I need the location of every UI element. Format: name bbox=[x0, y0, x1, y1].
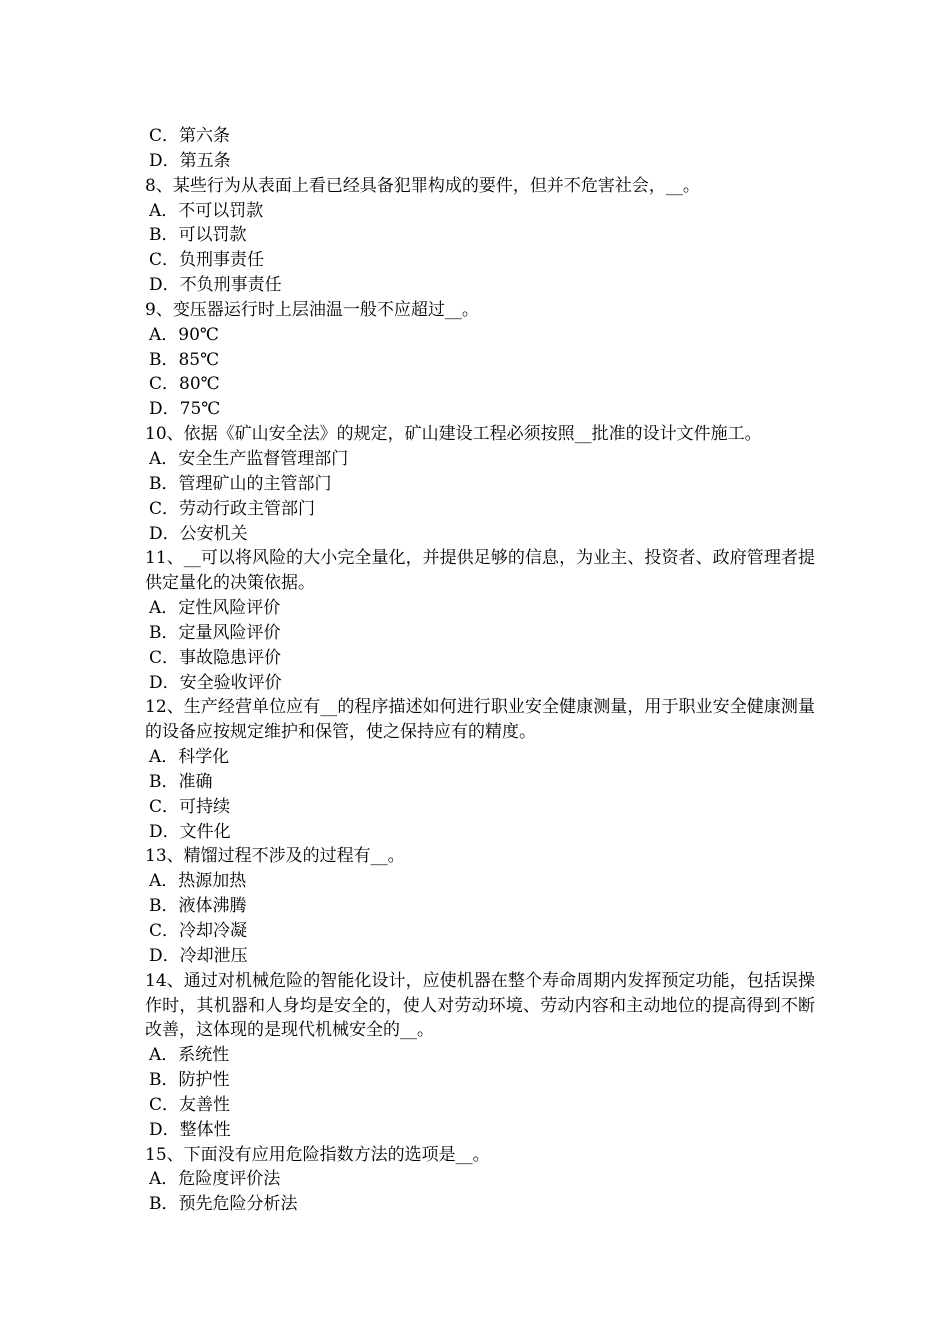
option: A．危险度评价法 bbox=[149, 1169, 281, 1190]
page-content bbox=[145, 124, 815, 1217]
option: B．液体沸腾 bbox=[149, 896, 247, 917]
option: C．事故隐患评价 bbox=[149, 647, 282, 668]
option: C．80℃ bbox=[149, 374, 220, 395]
option: D．公安机关 bbox=[149, 523, 248, 544]
question-10: 10、依据《矿山安全法》的规定，矿山建设工程必须按照__批准的设计文件施工。 bbox=[145, 424, 762, 445]
option: A．不可以罚款 bbox=[149, 200, 264, 221]
question-9: 9、变压器运行时上层油温一般不应超过__。 bbox=[145, 299, 479, 320]
question-14: 14、通过对机械危险的智能化设计，应使机器在整个寿命周期内发挥预定功能，包括误操作时，其机器和人身均是安全的，使人对劳动环境、劳动内容和主动地位的提高得到不断改善，这体现的是现代机械安全的__。 bbox=[145, 970, 815, 1041]
option: C．负刑事责任 bbox=[149, 250, 265, 271]
option: A．科学化 bbox=[149, 747, 230, 768]
option: B．可以罚款 bbox=[149, 225, 247, 246]
question-12: 12、生产经营单位应有__的程序描述如何进行职业安全健康测量，用于职业安全健康测量的设备应按规定维护和保管，使之保持应有的精度。 bbox=[145, 697, 815, 743]
option: D．安全验收评价 bbox=[149, 672, 282, 693]
option: D．文件化 bbox=[149, 821, 231, 842]
option: C．劳动行政主管部门 bbox=[149, 498, 316, 519]
option: C．友善性 bbox=[149, 1094, 231, 1115]
option: B．定量风险评价 bbox=[149, 622, 281, 643]
option: D．冷却泄压 bbox=[149, 945, 248, 966]
option: A．90℃ bbox=[149, 324, 219, 345]
option: D．75℃ bbox=[149, 399, 221, 420]
option: B．预先危险分析法 bbox=[149, 1194, 298, 1215]
option: B．防护性 bbox=[149, 1070, 230, 1091]
question-15: 15、下面没有应用危险指数方法的选项是__。 bbox=[145, 1144, 490, 1165]
option: A．定性风险评价 bbox=[149, 598, 281, 619]
option: B．85℃ bbox=[149, 349, 220, 370]
option: A．系统性 bbox=[149, 1045, 230, 1066]
option: C．第六条 bbox=[149, 126, 231, 146]
option: D．整体性 bbox=[149, 1119, 231, 1140]
question-8: 8、某些行为从表面上看已经具备犯罪构成的要件，但并不危害社会，__。 bbox=[145, 175, 700, 196]
option: D．不负刑事责任 bbox=[149, 275, 282, 296]
question-11: 11、__可以将风险的大小完全量化，并提供足够的信息，为业主、投资者、政府管理者提供定量化的决策依据。 bbox=[145, 548, 815, 594]
option: A．热源加热 bbox=[149, 871, 247, 892]
option: C．可持续 bbox=[149, 796, 231, 817]
question-13: 13、精馏过程不涉及的过程有__。 bbox=[145, 846, 405, 867]
option: A．安全生产监督管理部门 bbox=[149, 448, 349, 469]
option: D．第五条 bbox=[149, 150, 231, 171]
option: C．冷却冷凝 bbox=[149, 921, 248, 941]
option: B．准确 bbox=[149, 771, 213, 792]
option: B．管理矿山的主管部门 bbox=[149, 473, 332, 494]
